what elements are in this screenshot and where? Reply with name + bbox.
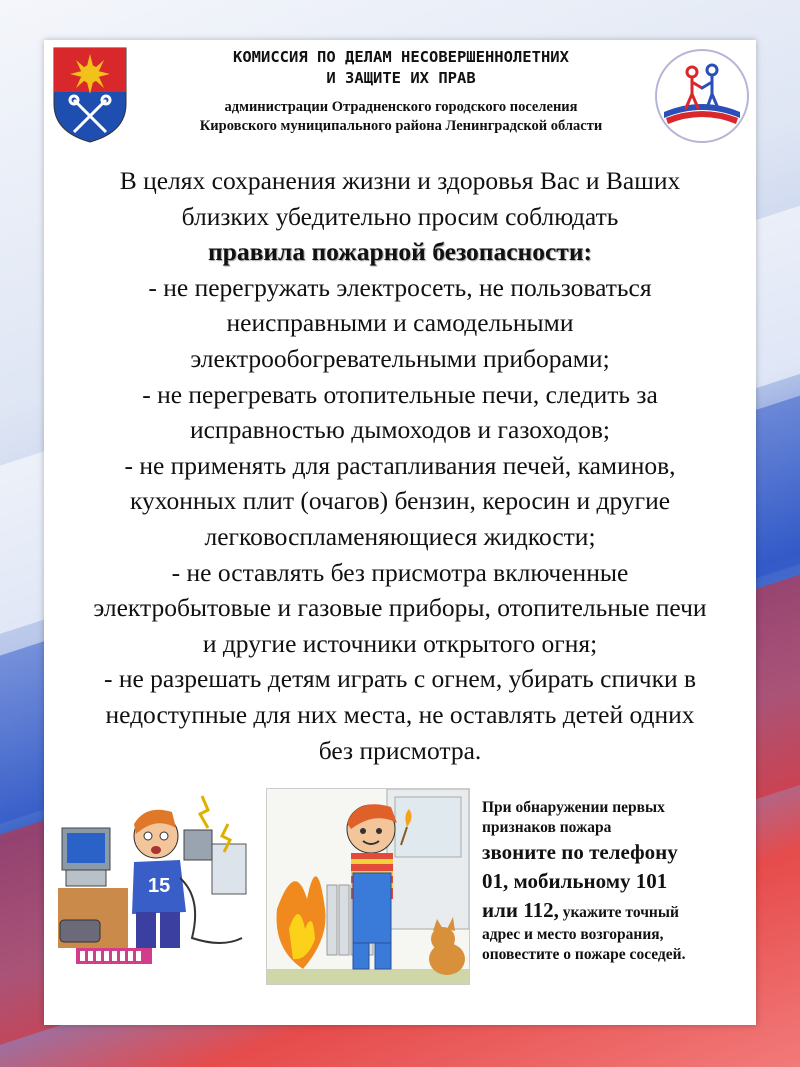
main-line: - не перегружать электросеть, не пользоваться xyxy=(148,272,652,302)
poster-header xyxy=(44,40,756,160)
main-line: электробытовые и газовые приборы, отопительные печи xyxy=(93,593,707,623)
side-phone-number: или 112, xyxy=(482,898,559,922)
main-line: неисправными и самодельными xyxy=(226,308,574,338)
main-line: - не применять для растапливания печей, каминов, xyxy=(124,450,676,480)
main-line: близких убедительно просим соблюдать xyxy=(181,201,619,231)
main-line: недоступные для них места, не оставлять детей одних xyxy=(105,699,695,729)
side-phone-line xyxy=(482,896,754,925)
coat-of-arms-icon xyxy=(50,44,130,144)
main-line: электрообогревательными приборами; xyxy=(190,343,610,373)
side-line: укажите точный xyxy=(558,904,679,921)
header-subtitle-line1: администрации Отрадненского городского поселения xyxy=(224,99,578,115)
boy-with-matches-illustration xyxy=(266,788,470,985)
main-line: В целях сохранения жизни и здоровья Вас и Ваших xyxy=(119,166,681,195)
side-line: признаков пожара xyxy=(482,819,612,836)
rules-heading: правила пожарной безопасности: xyxy=(207,237,593,267)
main-line: - не оставлять без присмотра включенные xyxy=(171,557,629,587)
emergency-call-info xyxy=(482,798,754,965)
jersey-number: 15 xyxy=(148,875,171,897)
main-line: и другие источники открытого огня; xyxy=(202,628,598,658)
main-line: легковоспламеняющиеся жидкости; xyxy=(204,521,596,551)
boy-electric-shock-illustration xyxy=(52,788,250,973)
header-title-line2: И ЗАЩИТЕ ИХ ПРАВ xyxy=(326,69,476,87)
side-phone-line: звоните по телефону xyxy=(482,840,678,864)
side-line: При обнаружении первых xyxy=(482,799,665,816)
header-title-line1: КОМИССИЯ ПО ДЕЛАМ НЕСОВЕРШЕННОЛЕТНИХ xyxy=(233,48,569,66)
header-subtitle-line2: Кировского муниципального района Ленинградской области xyxy=(199,118,603,134)
side-line: адрес и место возгорания, xyxy=(482,926,664,943)
main-line: кухонных плит (очагов) бензин, керосин и другие xyxy=(129,486,671,516)
main-line: - не разрешать детям играть с огнем, убирать спички в xyxy=(103,664,697,694)
side-phone-line: 01, мобильному 101 xyxy=(482,869,668,893)
main-line: без присмотра. xyxy=(318,735,482,765)
main-line: исправностью дымоходов и газоходов; xyxy=(189,415,611,445)
children-emblem-icon xyxy=(652,46,752,146)
poster-sheet xyxy=(44,40,756,1025)
side-line: оповестите о пожаре соседей. xyxy=(482,946,686,963)
main-line: - не перегревать отопительные печи, следить за xyxy=(142,379,658,409)
fire-safety-text xyxy=(44,163,756,768)
